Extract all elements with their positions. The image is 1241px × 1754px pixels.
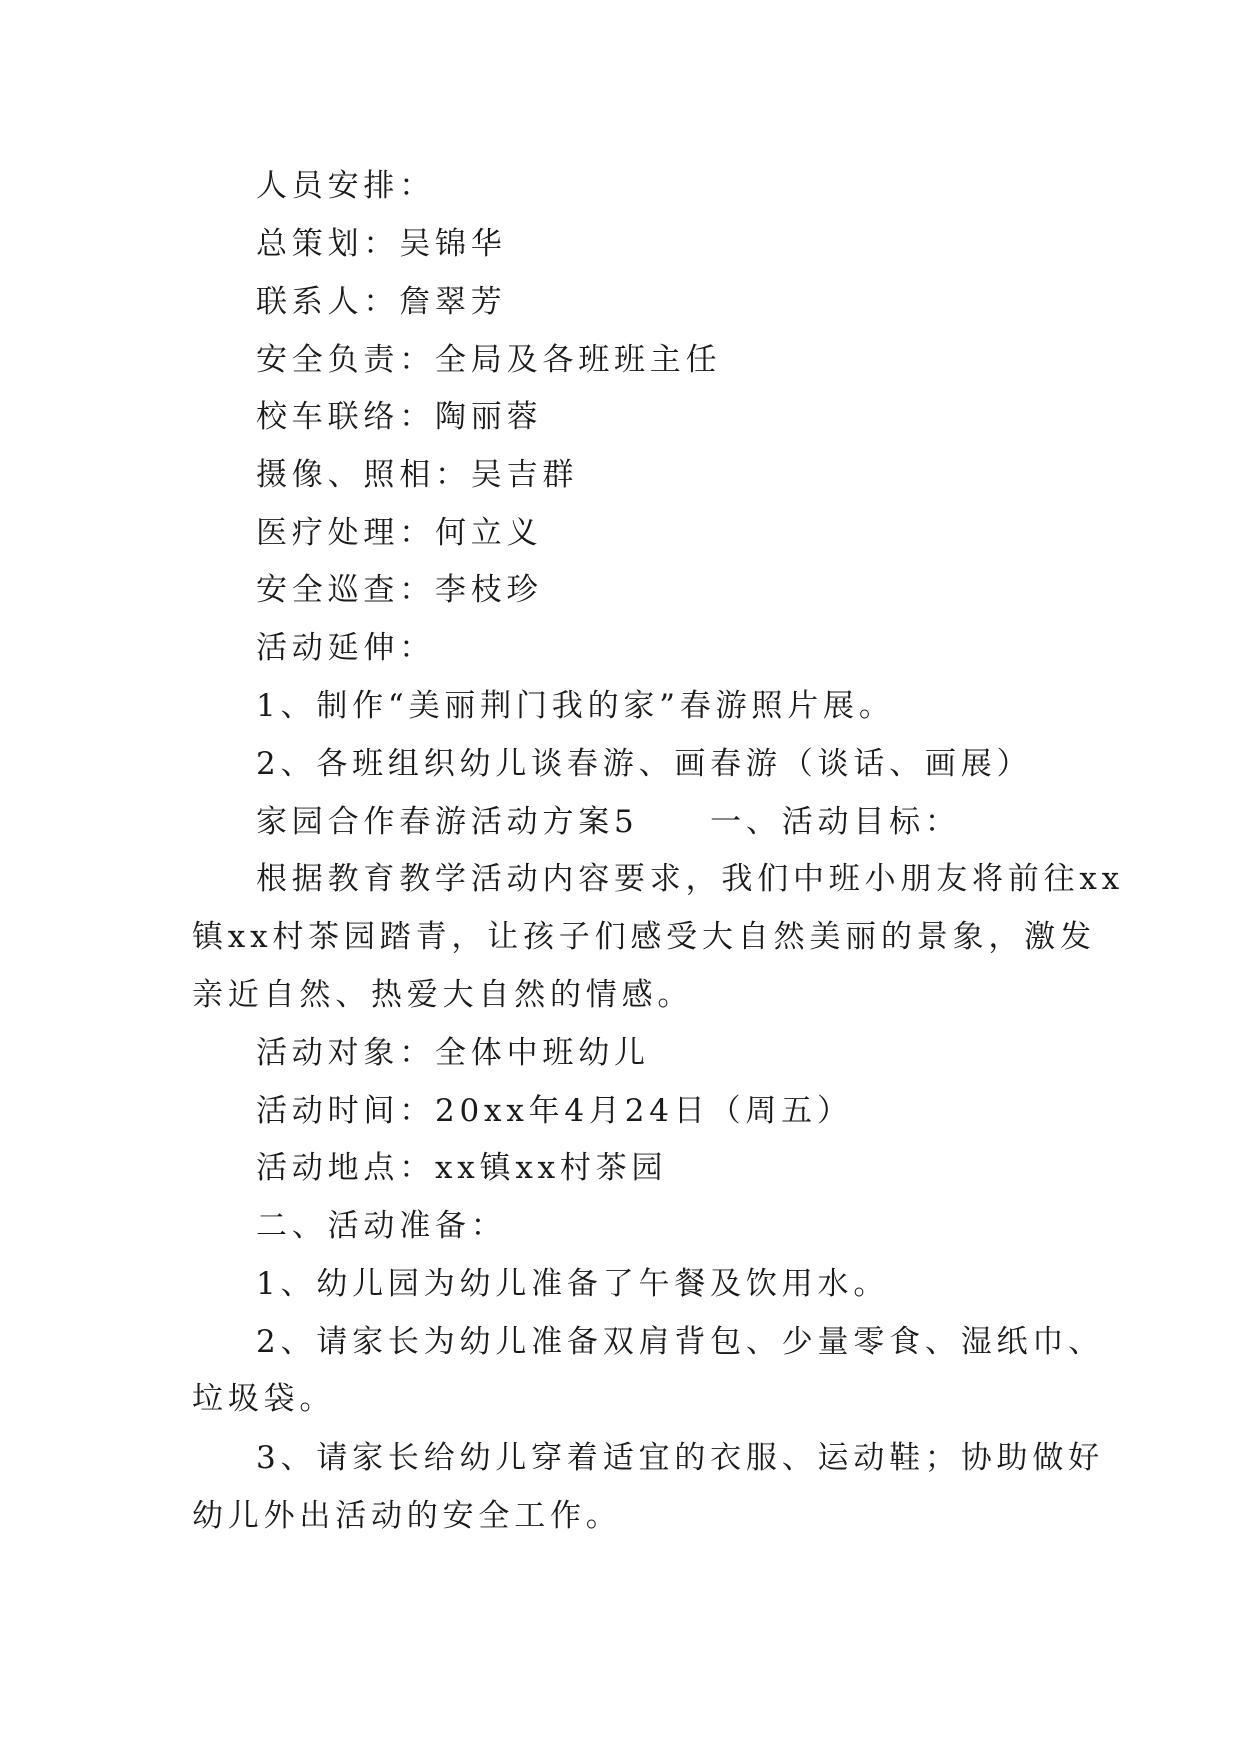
text-line: 安全巡查：李枝珍 <box>256 572 543 608</box>
text-line: 人员安排： <box>256 168 435 204</box>
text-line: 1、制作“美丽荆门我的家”春游照片展。 <box>256 688 895 724</box>
text-line: 联系人：詹翠芳 <box>256 284 507 320</box>
text-line: 根据教育教学活动内容要求，我们中班小朋友将前往xx <box>256 861 1124 897</box>
text-line: 活动时间：20xx年4月24日（周五） <box>256 1093 853 1129</box>
text-line: 活动延伸： <box>256 630 435 666</box>
text-line: 活动对象：全体中班幼儿 <box>256 1035 650 1071</box>
text-line: 医疗处理：何立义 <box>256 515 543 551</box>
text-line: 活动地点：xx镇xx村茶园 <box>256 1150 668 1186</box>
text-line: 总策划：吴锦华 <box>256 226 507 262</box>
text-line: 摄像、照相：吴吉群 <box>256 457 579 493</box>
text-line: 垃圾袋。 <box>192 1381 336 1417</box>
text-line: 3、请家长给幼儿穿着适宜的衣服、运动鞋；协助做好 <box>256 1440 1104 1476</box>
text-line: 镇xx村茶园踏青，让孩子们感受大自然美丽的景象，激发 <box>192 919 1096 955</box>
text-line: 1、幼儿园为幼儿准备了午餐及饮用水。 <box>256 1266 890 1302</box>
text-line: 幼儿外出活动的安全工作。 <box>192 1498 622 1534</box>
text-line: 校车联络：陶丽蓉 <box>256 399 543 435</box>
text-line: 家园合作春游活动方案5 一、活动目标： <box>256 804 961 840</box>
text-line: 二、活动准备： <box>256 1208 507 1244</box>
text-line: 2、请家长为幼儿准备双肩背包、少量零食、湿纸巾、 <box>256 1324 1104 1360</box>
text-line: 亲近自然、热爱大自然的情感。 <box>192 977 694 1013</box>
text-line: 2、各班组织幼儿谈春游、画春游（谈话、画展） <box>256 746 1033 782</box>
text-line: 安全负责：全局及各班班主任 <box>256 342 722 378</box>
